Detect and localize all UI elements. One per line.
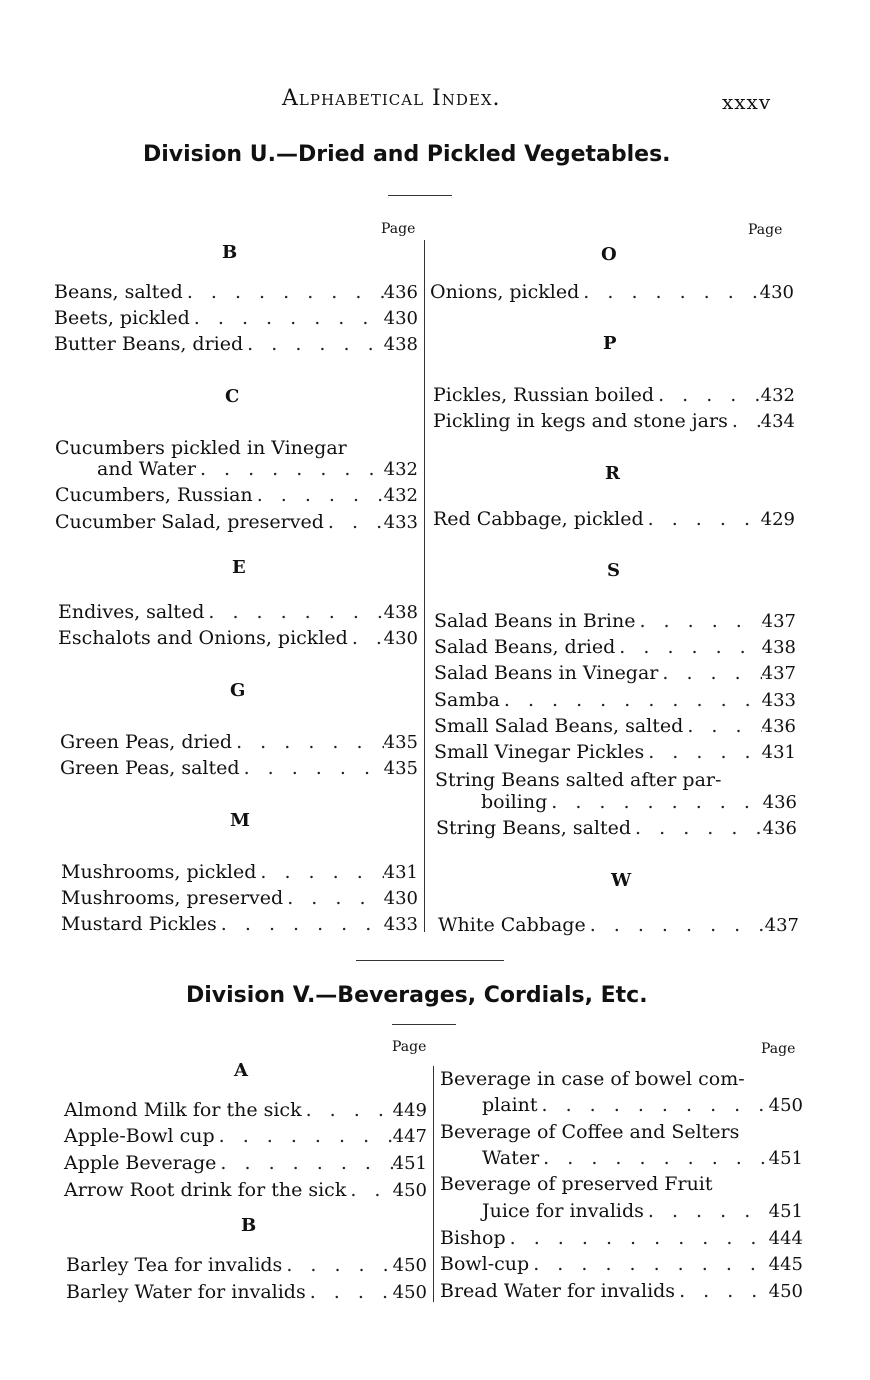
entry-page: 438 (761, 637, 796, 658)
entry-label: Mushrooms, preserved (61, 887, 284, 909)
entry-page: 450 (768, 1095, 803, 1116)
index-entry (482, 1146, 803, 1171)
entry-label: Mushrooms, pickled (61, 861, 257, 883)
leader-dots (216, 1151, 392, 1175)
index-entry (61, 912, 418, 937)
entry-page: 437 (764, 915, 799, 936)
leader-dots (644, 507, 761, 531)
entry-label: Bishop (440, 1227, 506, 1249)
entry-page: 438 (383, 602, 418, 623)
entry-label: Apple Beverage (64, 1152, 217, 1174)
entry-page: 430 (383, 628, 418, 649)
entry-label: Beverage of preserved Fruit (440, 1173, 713, 1195)
entry-label: Green Peas, dried (60, 731, 233, 753)
entry-label: White Cabbage (438, 914, 586, 936)
entry-label: Pickles, Russian boiled (433, 384, 655, 406)
index-entry (438, 913, 799, 938)
entry-page: 437 (761, 611, 796, 632)
entry-page: 451 (768, 1148, 803, 1169)
entry-label: Small Salad Beans, salted (434, 715, 684, 737)
leader-dots (506, 1226, 769, 1250)
leader-dots (586, 913, 765, 937)
entry-page: 437 (761, 663, 796, 684)
index-entry (440, 1252, 803, 1277)
title-rule (388, 195, 452, 196)
entry-label: Small Vinegar Pickles (434, 741, 645, 763)
entry-page: 450 (392, 1282, 427, 1303)
index-entry (64, 1151, 427, 1176)
leader-dots (346, 1178, 392, 1202)
entry-label: Green Peas, salted (60, 757, 240, 779)
entry-label: Cucumbers, Russian (55, 484, 253, 506)
leader-dots (283, 886, 383, 910)
index-entry (64, 1178, 427, 1203)
leader-dots (683, 714, 761, 738)
entry-page: 433 (383, 914, 418, 935)
index-entry (55, 483, 418, 508)
leader-dots (539, 1146, 768, 1170)
page-numeral: xxxv (722, 90, 772, 114)
index-entry (434, 609, 796, 634)
leader-dots (579, 280, 759, 304)
entry-page: 450 (768, 1281, 803, 1302)
letter-heading-b: B (222, 242, 238, 263)
leader-dots (675, 1279, 769, 1303)
entry-label: Mustard Pickles (61, 913, 217, 935)
index-entry (433, 409, 795, 434)
leader-dots (240, 756, 384, 780)
index-entry (66, 1253, 427, 1278)
entry-label: Endives, salted (58, 601, 205, 623)
index-entry (54, 306, 418, 331)
running-header-title: Alphabetical Index. (282, 86, 501, 111)
entry-page: 432 (383, 485, 418, 506)
leader-dots (529, 1252, 768, 1276)
index-entry (61, 886, 418, 911)
index-entry (97, 457, 418, 482)
entry-page: 445 (768, 1254, 803, 1275)
entry-page: 430 (383, 308, 418, 329)
index-entry (433, 383, 795, 408)
entry-page: 436 (762, 818, 797, 839)
letter-heading-m: M (230, 810, 250, 831)
index-entry (434, 635, 796, 660)
entry-label: Pickling in kegs and stone jars (433, 410, 728, 432)
index-entry (54, 280, 418, 305)
index-entry (440, 1279, 803, 1304)
index-entry (440, 1226, 803, 1251)
leader-dots (654, 383, 761, 407)
leader-dots (644, 740, 761, 764)
entry-page: 433 (761, 690, 796, 711)
entry-page: 431 (383, 862, 418, 883)
leader-dots (728, 409, 761, 433)
leader-dots (232, 730, 384, 754)
page-header-left: Page (392, 1039, 427, 1055)
leader-dots (204, 600, 383, 624)
leader-dots (190, 306, 384, 330)
entry-page: 433 (383, 512, 418, 533)
letter-heading-r: R (605, 463, 620, 484)
column-divider (433, 1066, 434, 1302)
entry-label: Barley Water for invalids (66, 1281, 306, 1303)
title-rule (392, 1024, 456, 1025)
leader-dots (306, 1280, 393, 1304)
entry-page: 450 (392, 1180, 427, 1201)
entry-label: Cucumbers pickled in Vinegar (55, 437, 347, 459)
entry-page: 436 (762, 792, 797, 813)
index-entry (433, 507, 795, 532)
entry-page: 430 (759, 282, 794, 303)
index-entry (481, 790, 797, 815)
column-divider (424, 240, 425, 932)
entry-page: 435 (383, 732, 418, 753)
index-entry (58, 600, 418, 625)
entry-label: Barley Tea for invalids (66, 1254, 283, 1276)
entry-label: Almond Milk for the sick (64, 1099, 302, 1121)
entry-label: Onions, pickled (430, 281, 580, 303)
leader-dots (615, 635, 761, 659)
leader-dots (282, 1253, 392, 1277)
index-entry (482, 1093, 803, 1118)
entry-label: String Beans salted after par- (435, 769, 722, 791)
entry-label: Cucumber Salad, preserved (55, 511, 324, 533)
entry-page: 451 (392, 1153, 427, 1174)
entry-label: Red Cabbage, pickled (433, 508, 644, 530)
entry-label-continued: boiling (481, 791, 548, 813)
entry-page: 436 (383, 282, 418, 303)
leader-dots (256, 860, 383, 884)
entry-page: 444 (768, 1228, 803, 1249)
entry-label: Samba (434, 689, 500, 711)
entry-page: 434 (760, 411, 795, 432)
entry-label: Butter Beans, dried (54, 333, 244, 355)
entry-page: 451 (768, 1201, 803, 1222)
entry-label-continued: Juice for invalids (482, 1200, 644, 1222)
letter-heading-e: E (232, 557, 246, 578)
entry-label: Bowl-cup (440, 1253, 530, 1275)
entry-label: String Beans, salted (436, 817, 632, 839)
leader-dots (217, 912, 384, 936)
entry-page: 438 (383, 334, 418, 355)
index-entry (482, 1199, 803, 1224)
entry-label: Salad Beans in Brine (434, 610, 636, 632)
leader-dots (324, 510, 384, 534)
entry-label: Beans, salted (54, 281, 183, 303)
entry-page: 436 (761, 716, 796, 737)
entry-page: 429 (760, 509, 795, 530)
entry-label-continued: Water (482, 1147, 540, 1169)
index-entry (434, 740, 796, 765)
entry-label: Beverage in case of bowel com- (440, 1068, 745, 1090)
leader-dots (547, 790, 762, 814)
entry-page: 430 (383, 888, 418, 909)
index-entry (434, 688, 796, 713)
entry-page: 449 (392, 1100, 427, 1121)
index-entry (434, 661, 796, 686)
leader-dots (500, 688, 762, 712)
index-entry (58, 626, 418, 651)
entry-label: Salad Beans in Vinegar (434, 662, 659, 684)
index-entry (60, 730, 418, 755)
entry-label: Salad Beans, dried (434, 636, 616, 658)
page-header-right: Page (748, 222, 783, 238)
letter-heading-b: B (241, 1215, 257, 1236)
leader-dots (644, 1199, 769, 1223)
letter-heading-a: A (234, 1060, 248, 1081)
entry-label: Bread Water for invalids (440, 1280, 676, 1302)
leader-dots (215, 1124, 393, 1148)
page-header-right: Page (761, 1041, 796, 1057)
leader-dots (183, 280, 384, 304)
entry-label-continued: plaint (482, 1094, 538, 1116)
entry-label: Arrow Root drink for the sick (64, 1179, 347, 1201)
index-entry (430, 280, 794, 305)
leader-dots (658, 661, 761, 685)
entry-page: 431 (761, 742, 796, 763)
index-entry (434, 714, 796, 739)
leader-dots (196, 457, 384, 481)
leader-dots (631, 816, 763, 840)
leader-dots (302, 1098, 393, 1122)
index-entry (60, 756, 418, 781)
index-entry (61, 860, 418, 885)
index-entry (436, 816, 797, 841)
entry-label: Beets, pickled (54, 307, 190, 329)
entry-page: 447 (392, 1126, 427, 1147)
page-header-left: Page (381, 221, 416, 237)
index-entry (54, 332, 418, 357)
leader-dots (253, 483, 384, 507)
entry-label: Eschalots and Onions, pickled (58, 627, 348, 649)
leader-dots (243, 332, 383, 356)
entry-label-continued: and Water (97, 458, 196, 480)
entry-page: 435 (383, 758, 418, 779)
entry-page: 450 (392, 1255, 427, 1276)
index-entry (55, 510, 418, 535)
letter-heading-s: S (607, 560, 620, 581)
letter-heading-p: P (603, 333, 617, 354)
index-entry (66, 1280, 427, 1305)
index-entry (64, 1124, 427, 1149)
division-v-title: Division V.—Beverages, Cordials, Etc. (186, 983, 648, 1008)
index-entry (64, 1098, 427, 1123)
letter-heading-w: W (611, 870, 632, 891)
letter-heading-c: C (225, 386, 240, 407)
leader-dots (348, 626, 384, 650)
entry-page: 432 (383, 459, 418, 480)
entry-label: Apple-Bowl cup (64, 1125, 215, 1147)
leader-dots (538, 1093, 769, 1117)
letter-heading-o: O (601, 244, 617, 265)
division-separator-rule (356, 960, 504, 961)
entry-page: 432 (760, 385, 795, 406)
leader-dots (635, 609, 761, 633)
entry-label: Beverage of Coffee and Selters (440, 1121, 740, 1143)
letter-heading-g: G (230, 680, 246, 701)
division-u-title: Division U.—Dried and Pickled Vegetables. (143, 142, 671, 167)
